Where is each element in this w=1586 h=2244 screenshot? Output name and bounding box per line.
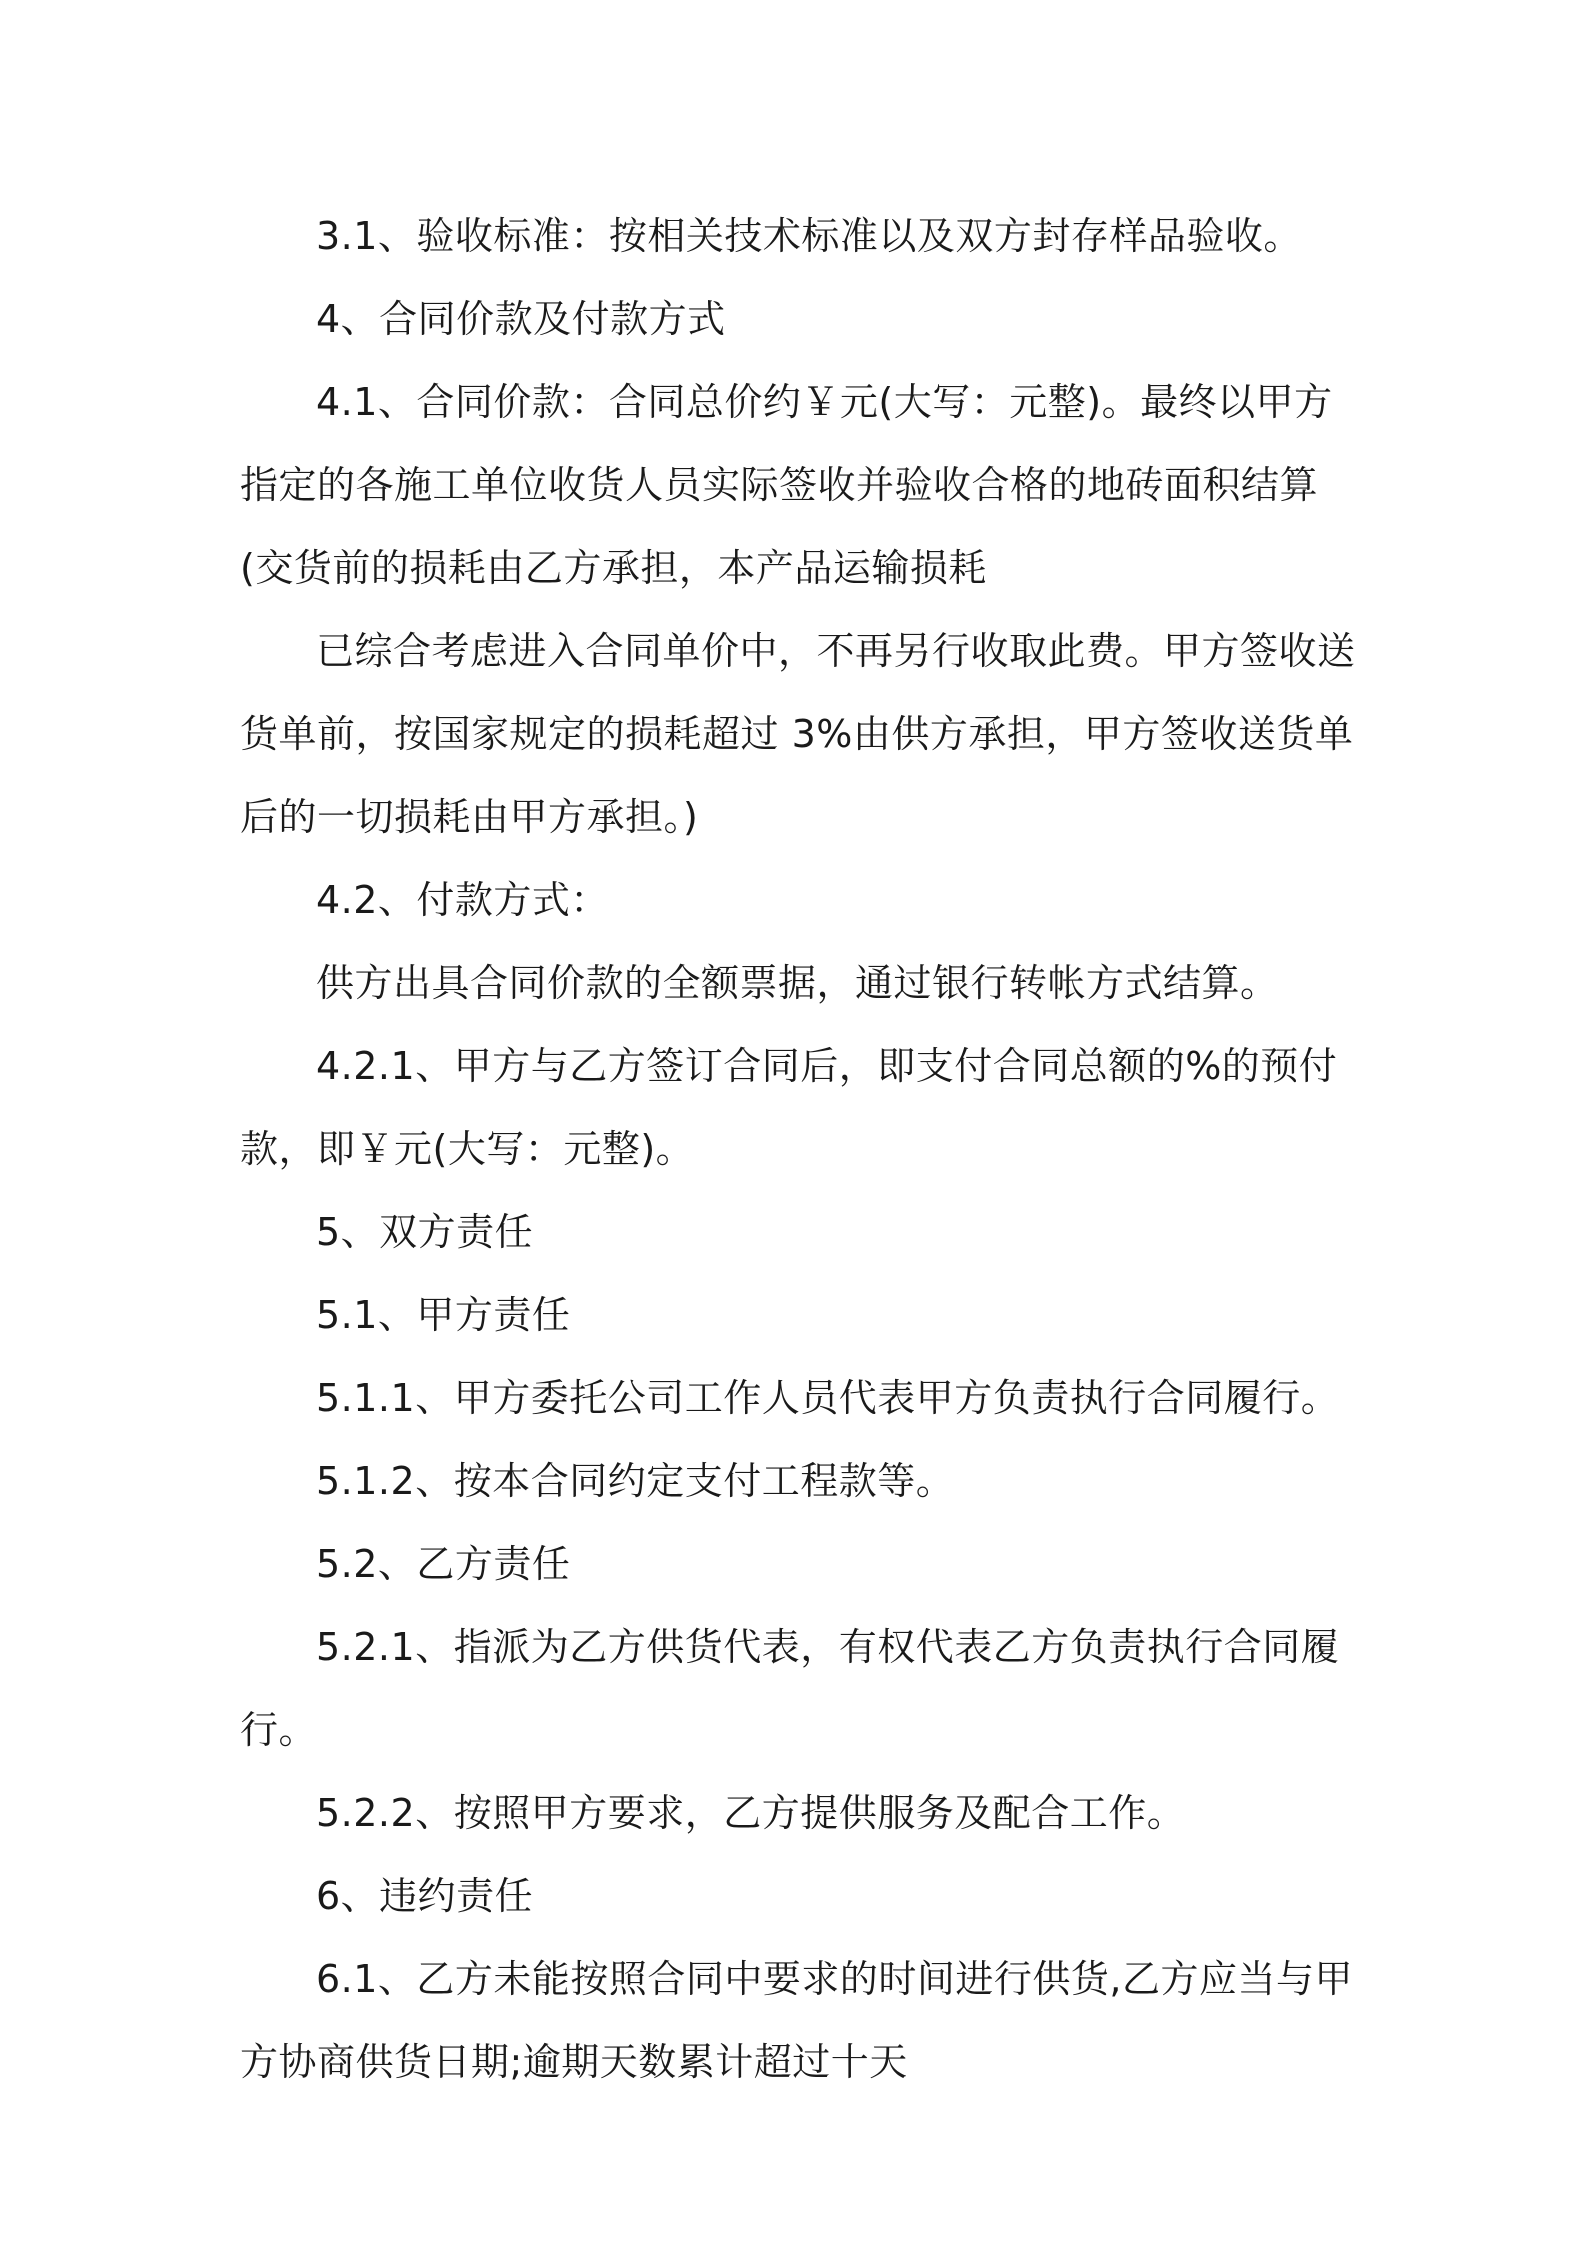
heading-5-responsibilities: 5、双方责任	[316, 1210, 534, 1254]
heading-4-contract-price-payment: 4、合同价款及付款方式	[316, 297, 726, 341]
paragraph-5-1-2: 5.1.2、按本合同约定支付工程款等。	[316, 1459, 955, 1503]
paragraph-4-2-1-prepayment: 4.2.1、甲方与乙方签订合同后，即支付合同总额的%的预付款，即￥元(大写：元整)。	[240, 1044, 1338, 1171]
paragraph-5-2-1: 5.2.1、指派为乙方供货代表，有权代表乙方负责执行合同履行。	[240, 1625, 1340, 1752]
paragraph-4-1-contract-price: 4.1、合同价款：合同总价约￥元(大写：元整)。最终以甲方指定的各施工单位收货人员实际签收并验收合格的地砖面积结算(交货前的损耗由乙方承担，本产品运输损耗	[240, 380, 1333, 590]
heading-5-1-party-a: 5.1、甲方责任	[316, 1293, 571, 1337]
paragraph-5-1-1: 5.1.1、甲方委托公司工作人员代表甲方负责执行合同履行。	[316, 1376, 1340, 1420]
paragraph-3-1-acceptance-standard: 3.1、验收标准：按相关技术标准以及双方封存样品验收。	[316, 214, 1302, 258]
heading-5-2-party-b: 5.2、乙方责任	[316, 1542, 571, 1586]
heading-4-2-payment-method: 4.2、付款方式：	[316, 878, 609, 922]
paragraph-6-1: 6.1、乙方未能按照合同中要求的时间进行供货,乙方应当与甲方协商供货日期;逾期天数累计超过十天	[240, 1957, 1354, 2084]
paragraph-4-2-invoice: 供方出具合同价款的全额票据，通过银行转帐方式结算。	[316, 961, 1279, 1005]
heading-6-liability: 6、违约责任	[316, 1874, 534, 1918]
document-body	[240, 195, 1360, 2104]
paragraph-4-1-loss-note: 已综合考虑进入合同单价中，不再另行收取此费。甲方签收送货单前，按国家规定的损耗超过 3%由供方承担，甲方签收送货单后的一切损耗由甲方承担。)	[240, 629, 1356, 839]
paragraph-5-2-2: 5.2.2、按照甲方要求，乙方提供服务及配合工作。	[316, 1791, 1186, 1835]
